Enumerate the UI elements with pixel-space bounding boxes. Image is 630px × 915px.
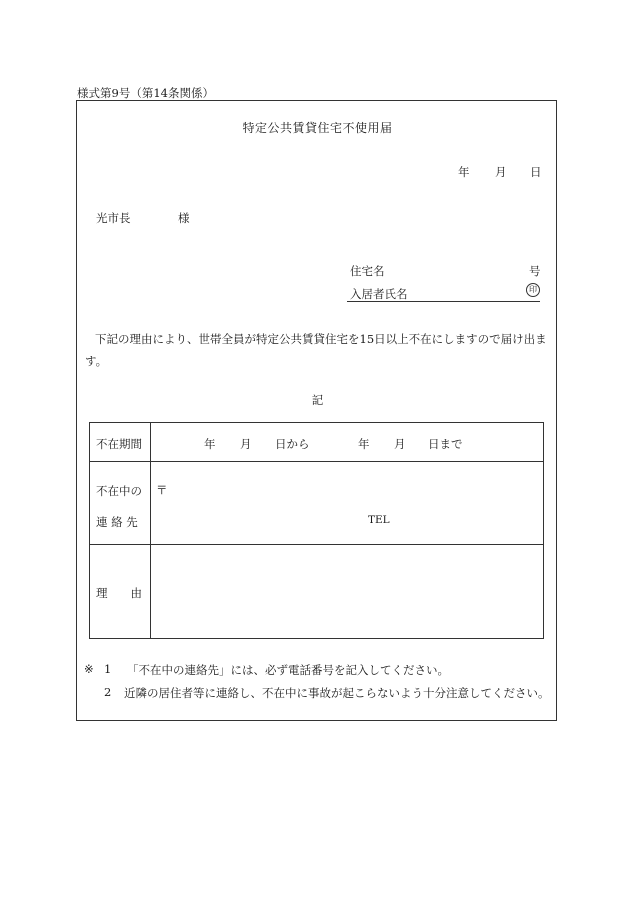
reason-label: 理 由 (96, 586, 142, 600)
note-number: 1 (104, 662, 112, 676)
addressee-name: 光市長 (96, 211, 131, 225)
housing-unit-label: 号 (529, 264, 541, 278)
period-from-day: 日から (275, 437, 310, 451)
date-month-label: 月 (495, 165, 507, 179)
form-frame (76, 100, 557, 721)
table-row-divider (90, 544, 543, 545)
housing-name-label: 住宅名 (350, 264, 385, 278)
details-table (89, 422, 544, 639)
period-to-month: 月 (394, 437, 406, 451)
note-number: 2 (104, 685, 112, 699)
period-label: 不在期間 (96, 437, 142, 451)
period-from-month: 月 (240, 437, 252, 451)
notice-text-line2: す。 (85, 354, 108, 368)
notice-text-line1: 下記の理由により、世帯全員が特定公共賃貸住宅を15日以上不在にしますので届け出ま (95, 332, 547, 346)
contact-label-line2: 連 絡 先 (96, 515, 138, 529)
seal-mark: 印 (526, 283, 540, 297)
period-from-year: 年 (204, 437, 216, 451)
postal-mark: 〒 (156, 483, 168, 497)
resident-name-underline (347, 301, 540, 302)
resident-name-label: 入居者氏名 (350, 287, 408, 301)
table-column-divider (150, 423, 151, 638)
note-text: 「不在中の連絡先」には、必ず電話番号を記入してください。 (127, 663, 449, 677)
note-text: 近隣の居住者等に連絡し、不在中に事故が起こらないよう十分注意してください。 (124, 686, 550, 700)
period-to-year: 年 (358, 437, 370, 451)
ki-heading: 記 (311, 393, 324, 407)
tel-label: TEL (368, 514, 390, 526)
document-title: 特定公共賃貸住宅不使用届 (242, 121, 393, 135)
form-number-label: 様式第9号（第14条関係） (77, 86, 214, 100)
period-to-day: 日まで (428, 437, 463, 451)
addressee-suffix: 様 (178, 211, 190, 225)
date-day-label: 日 (530, 165, 542, 179)
contact-label-line1: 不在中の (96, 484, 142, 498)
date-year-label: 年 (458, 165, 470, 179)
note-mark: ※ (84, 662, 94, 676)
table-row-divider (90, 461, 543, 462)
